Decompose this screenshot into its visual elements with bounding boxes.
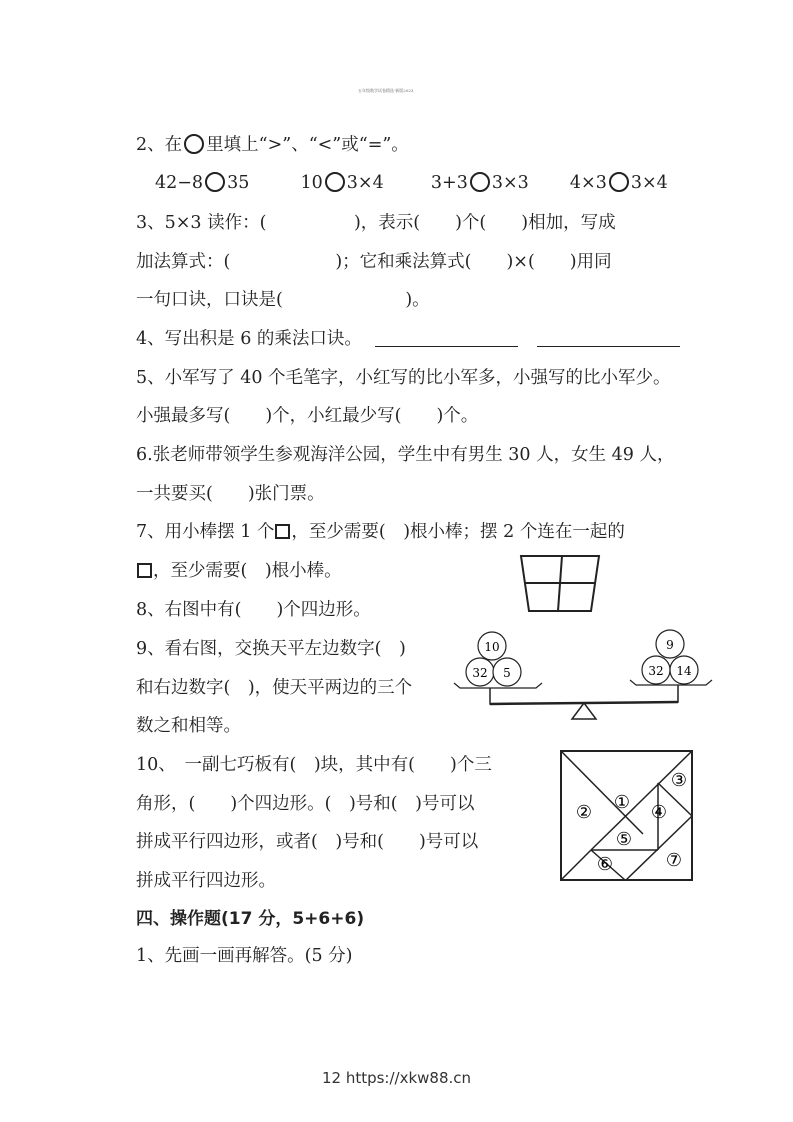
q4-answer-line-1[interactable] xyxy=(375,346,518,347)
right-top-number: 9 xyxy=(666,638,674,652)
q4-text: 4、写出积是 6 的乘法口诀。 xyxy=(136,329,362,349)
q7-line1 xyxy=(136,520,625,544)
q2-item xyxy=(570,173,668,193)
q2-item-left: 42−8 xyxy=(155,173,204,193)
tangram-label-2: ② xyxy=(575,802,593,823)
q2-item xyxy=(155,173,249,193)
square-icon xyxy=(275,524,290,539)
q10-line3: 拼成平行四边形，或者( )号和( )号可以 xyxy=(136,832,479,852)
right-bottom-right-number: 14 xyxy=(676,664,692,678)
section-4-title: 四、操作题(17 分，5+6+6) xyxy=(136,909,365,929)
fulcrum-triangle xyxy=(572,703,596,719)
tangram-label-3: ③ xyxy=(670,770,688,791)
q2-item-left: 4×3 xyxy=(569,173,607,193)
q5-line1: 5、小军写了 40 个毛笔字，小红写的比小军多，小强写的比小军少。 xyxy=(136,368,671,388)
left-bottom-right-number: 5 xyxy=(503,666,511,680)
q2-prefix: 2、在 xyxy=(136,135,183,155)
q4-answer-line-2[interactable] xyxy=(537,346,680,347)
tangram-line xyxy=(626,816,692,880)
tangram-label-6: ⑥ xyxy=(596,854,614,875)
q10-line2: 角形，( )个四边形。( )号和( )号可以 xyxy=(136,794,475,814)
q7-line2 xyxy=(136,559,342,583)
tangram-label-1: ① xyxy=(613,792,631,813)
circle-blank-icon[interactable] xyxy=(609,172,629,192)
tangram-label-7: ⑦ xyxy=(665,850,683,871)
q7-line1-part-a: 7、用小棒摆 1 个 xyxy=(136,522,275,542)
tangram-line xyxy=(561,751,643,834)
q6-line1: 6.张老师带领学生参观海洋公园，学生中有男生 30 人，女生 49 人， xyxy=(136,445,675,465)
tangram-line xyxy=(561,850,591,880)
q3-line3: 一句口诀，口诀是( )。 xyxy=(136,290,430,310)
right-bottom-left-number: 32 xyxy=(648,664,664,678)
tangram-figure xyxy=(558,748,696,884)
left-pan xyxy=(454,683,542,688)
q3-line1: 3、5×3 读作：( )，表示( )个( )相加，写成 xyxy=(136,213,616,233)
q2-item-left: 10 xyxy=(300,173,323,193)
q2-item-right: 35 xyxy=(227,173,250,193)
header-small-text: 五年级数学试卷精选·新版2023 xyxy=(358,88,414,93)
q3-line2: 加法算式：( )；它和乘法算式( )×( )用同 xyxy=(136,252,612,272)
tangram-label-5: ⑤ xyxy=(615,829,633,850)
q5-line2: 小强最多写( )个，小红最少写( )个。 xyxy=(136,406,479,426)
circle-blank-icon xyxy=(184,134,204,154)
circle-blank-icon[interactable] xyxy=(470,172,490,192)
right-pan xyxy=(630,680,712,685)
q2-suffix: 里填上“>”、“<”或“=”。 xyxy=(206,135,409,155)
q2-item-right: 3×4 xyxy=(346,173,384,193)
left-top-number: 10 xyxy=(484,640,500,654)
q10-line4: 拼成平行四边形。 xyxy=(136,871,276,891)
op1-text: 1、先画一画再解答。(5 分) xyxy=(136,946,353,966)
q2-item-right: 3×4 xyxy=(630,173,668,193)
circle-blank-icon[interactable] xyxy=(205,172,225,192)
left-bottom-left-number: 32 xyxy=(472,666,488,680)
q2-items xyxy=(155,171,668,195)
q2-item xyxy=(431,173,529,193)
q10-line1: 10、 一副七巧板有( )块，其中有( )个三 xyxy=(136,755,492,775)
q2-instruction xyxy=(136,133,409,157)
footer-url[interactable]: 12 https://xkw88.cn xyxy=(321,1069,472,1087)
balance-scale-figure xyxy=(450,628,715,723)
q9-line1: 9、看右图，交换天平左边数字( ) xyxy=(136,639,406,659)
q6-line2: 一共要买( )张门票。 xyxy=(136,484,325,504)
q2-item-left: 3+3 xyxy=(430,173,468,193)
square-icon xyxy=(137,563,152,578)
q2-item-right: 3×3 xyxy=(491,173,529,193)
q8-text: 8、右图中有( )个四边形。 xyxy=(136,600,371,620)
q2-item xyxy=(301,173,384,193)
q7-line2-text: ，至少需要( )根小棒。 xyxy=(153,561,342,581)
q7-line1-part-b: ，至少需要( )根小棒；摆 2 个连在一起的 xyxy=(291,522,625,542)
circle-blank-icon[interactable] xyxy=(325,172,345,192)
q8-trapezoid-figure xyxy=(518,553,602,615)
tangram-label-4: ④ xyxy=(650,802,668,823)
q9-line2: 和右边数字( )，使天平两边的三个 xyxy=(136,678,413,698)
q9-line3: 数之和相等。 xyxy=(136,716,241,736)
